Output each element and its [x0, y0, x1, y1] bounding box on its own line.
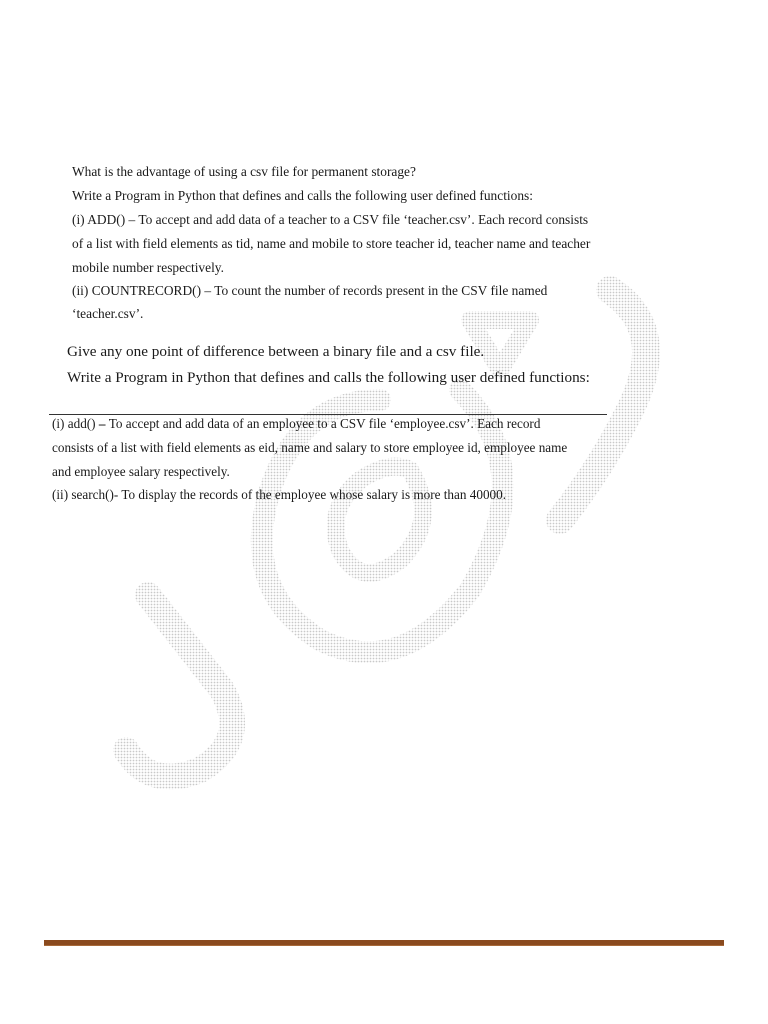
block1-question-2: Write a Program in Python that defines and calls the following user defined functions:	[72, 188, 533, 203]
block1-count-line-2: ‘teacher.csv’.	[72, 306, 144, 321]
block3-add-line-2: consists of a list with field elements as eid, name and salary to store employee id, employee name	[52, 440, 568, 455]
block3-add-line-1	[52, 416, 540, 432]
block3-search-line: (ii) search()- To display the records of the employee whose salary is more than 40000.	[52, 487, 507, 502]
block1-question-1: What is the advantage of using a csv file for permanent storage?	[72, 164, 416, 179]
block3-add-line-3: and employee salary respectively.	[52, 464, 230, 479]
block3-add-dash: –	[95, 416, 109, 431]
block3-add-prefix: (i) add()	[52, 416, 96, 431]
block1-add-line-3: mobile number respectively.	[72, 260, 224, 275]
block2-question-2: Write a Program in Python that defines and calls the following user defined functions:	[67, 369, 590, 386]
block1-add-line-1: (i) ADD() – To accept and add data of a teacher to a CSV file ‘teacher.csv’. Each record consists	[72, 212, 589, 227]
block1-add-line-2: of a list with field elements as tid, name and mobile to store teacher id, teacher name and teacher	[72, 236, 591, 251]
footer-rule	[44, 940, 724, 946]
section-divider	[49, 414, 607, 415]
block3-add-line-1-rest: To accept and add data of an employee to a CSV file ‘employee.csv’. Each record	[108, 416, 541, 431]
block2-question-1: Give any one point of difference between a binary file and a csv file.	[67, 343, 485, 360]
block1-count-line-1: (ii) COUNTRECORD() – To count the number of records present in the CSV file named	[72, 283, 548, 298]
